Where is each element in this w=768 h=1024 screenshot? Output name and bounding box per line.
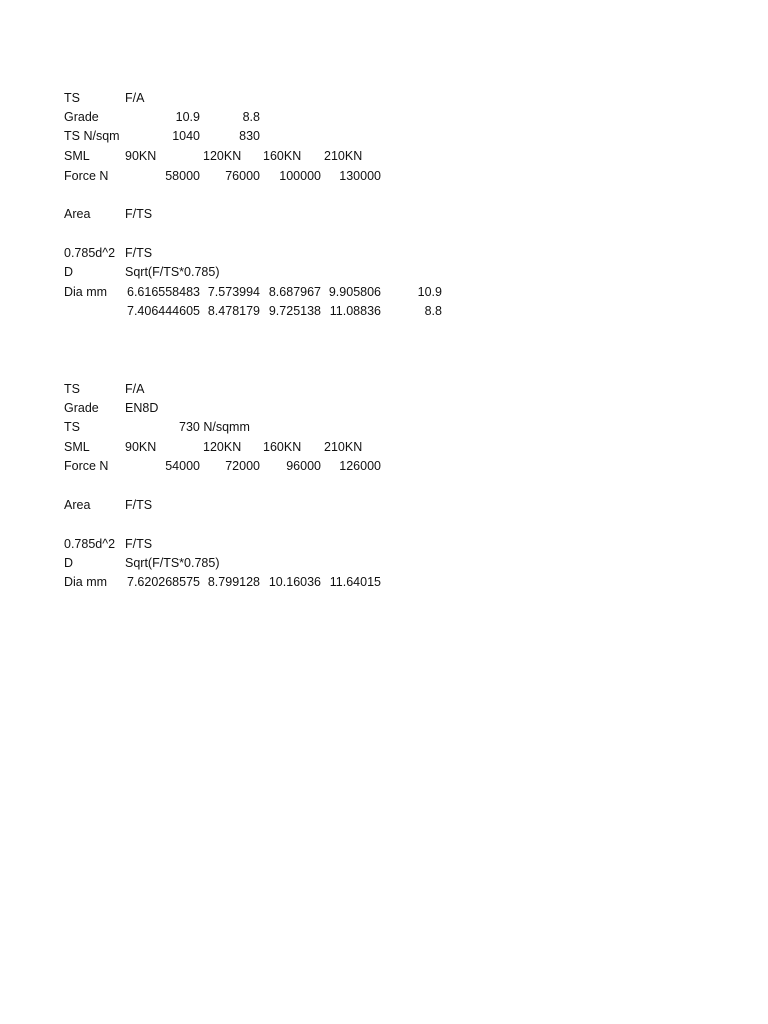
label-area-formula: 0.785d^2 <box>64 537 116 551</box>
s2-row-sml <box>0 438 768 457</box>
formula-f-over-ts: F/TS <box>125 207 153 221</box>
dia-2: 8.799128 <box>207 575 260 589</box>
s2-row-area <box>0 496 768 515</box>
label-force: Force N <box>64 459 109 473</box>
label-d: D <box>64 556 74 570</box>
label-area-formula: 0.785d^2 <box>64 246 116 260</box>
s2-row-area-formula <box>0 535 768 554</box>
label-ts-nsqm: TS N/sqm <box>64 129 120 143</box>
label-ts: TS <box>64 420 80 434</box>
grade-8-8: 8.8 <box>242 110 260 124</box>
dia-grade-label: 10.9 <box>417 285 442 299</box>
label-force: Force N <box>64 169 109 183</box>
s2-row-ts-value <box>0 418 768 437</box>
s1-row-dia-8-8 <box>0 302 768 321</box>
dia-1: 6.616558483 <box>127 285 200 299</box>
formula-f-over-ts-2: F/TS <box>125 246 153 260</box>
label-ts: TS <box>64 91 80 105</box>
sml-90kn: 90KN <box>125 149 157 163</box>
label-ts: TS <box>64 382 80 396</box>
s1-row-grade <box>0 108 768 127</box>
label-sml: SML <box>64 149 90 163</box>
ts-value-2: 830 <box>239 129 260 143</box>
sml-160kn: 160KN <box>263 149 302 163</box>
s2-row-d <box>0 554 768 573</box>
s2-row-dia <box>0 573 768 592</box>
s2-row-grade <box>0 399 768 418</box>
label-sml: SML <box>64 440 90 454</box>
force-3: 96000 <box>286 459 321 473</box>
label-d: D <box>64 265 74 279</box>
sml-120kn: 120KN <box>203 149 242 163</box>
s1-row-sml <box>0 147 768 166</box>
s1-row-force <box>0 167 768 186</box>
force-2: 72000 <box>225 459 260 473</box>
dia-2: 8.478179 <box>207 304 260 318</box>
grade-en8d: EN8D <box>125 401 159 415</box>
formula-sqrt: Sqrt(F/TS*0.785) <box>125 556 220 570</box>
dia-grade-label: 8.8 <box>424 304 442 318</box>
force-4: 126000 <box>339 459 381 473</box>
force-4: 130000 <box>339 169 381 183</box>
formula-f-over-ts-2: F/TS <box>125 537 153 551</box>
sml-210kn: 210KN <box>324 149 363 163</box>
s1-row-dia-10-9 <box>0 283 768 302</box>
formula-f-over-a: F/A <box>125 91 145 105</box>
dia-4: 11.08836 <box>329 304 381 318</box>
dia-1: 7.620268575 <box>127 575 200 589</box>
force-1: 58000 <box>165 169 200 183</box>
dia-2: 7.573994 <box>207 285 260 299</box>
dia-3: 8.687967 <box>268 285 321 299</box>
sml-210kn: 210KN <box>324 440 363 454</box>
sml-160kn: 160KN <box>263 440 302 454</box>
formula-sqrt: Sqrt(F/TS*0.785) <box>125 265 220 279</box>
sml-90kn: 90KN <box>125 440 157 454</box>
dia-3: 10.16036 <box>268 575 321 589</box>
dia-3: 9.725138 <box>268 304 321 318</box>
label-dia-mm: Dia mm <box>64 575 108 589</box>
force-2: 76000 <box>225 169 260 183</box>
dia-4: 11.64015 <box>329 575 381 589</box>
s1-row-ts-nsqm <box>0 127 768 146</box>
label-area: Area <box>64 207 91 221</box>
s1-row-area-formula <box>0 244 768 263</box>
force-1: 54000 <box>165 459 200 473</box>
label-grade: Grade <box>64 110 99 124</box>
s1-row-area <box>0 205 768 224</box>
formula-f-over-a: F/A <box>125 382 145 396</box>
label-dia-mm: Dia mm <box>64 285 108 299</box>
dia-1: 7.406444605 <box>127 304 200 318</box>
label-area: Area <box>64 498 91 512</box>
s2-row-force <box>0 457 768 476</box>
s1-row-ts <box>0 89 768 108</box>
grade-10-9: 10.9 <box>175 110 200 124</box>
force-3: 100000 <box>279 169 321 183</box>
formula-f-over-ts: F/TS <box>125 498 153 512</box>
ts-value-1: 1040 <box>172 129 200 143</box>
label-grade: Grade <box>64 401 99 415</box>
s1-row-d <box>0 263 768 282</box>
ts-value: 730 N/sqmm <box>179 420 250 434</box>
dia-4: 9.905806 <box>328 285 381 299</box>
sml-120kn: 120KN <box>203 440 242 454</box>
s2-row-ts <box>0 380 768 399</box>
